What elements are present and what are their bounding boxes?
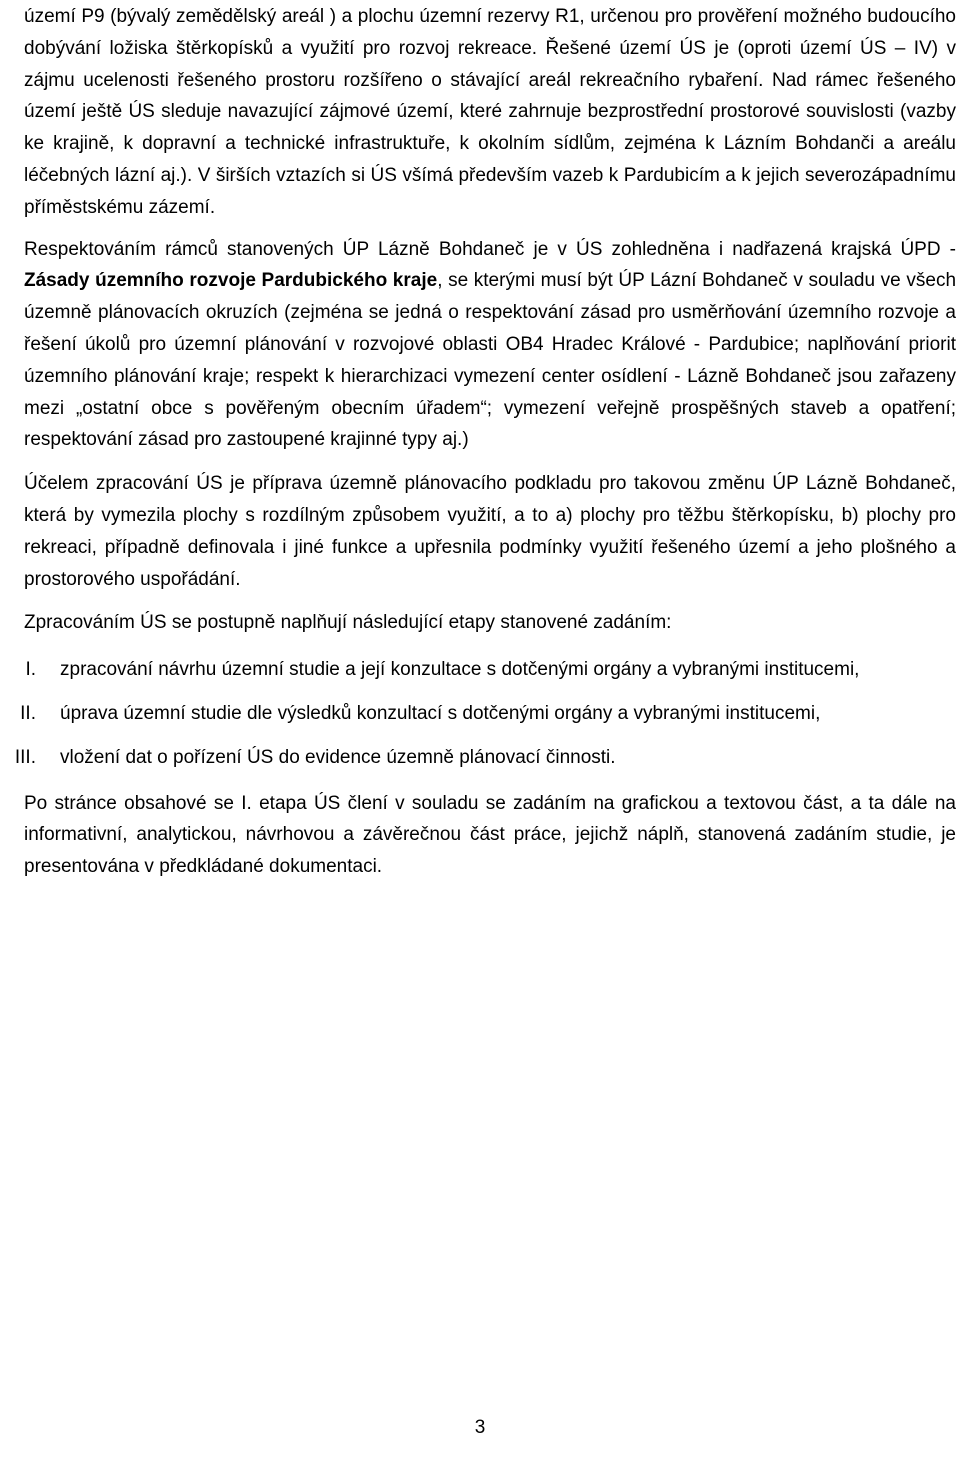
bold-document-title: Zásady územního rozvoje Pardubického kraje	[24, 270, 438, 292]
list-item	[24, 654, 956, 686]
list-item-text: zpracování návrhu územní studie a její konzultace s dotčenými orgány a vybranými institucemi,	[60, 659, 860, 681]
list-item-text: vložení dat o pořízení ÚS do evidence územně plánovací činnosti.	[60, 746, 616, 768]
list-item-number: II.	[20, 702, 36, 724]
list-item-text: úprava územní studie dle výsledků konzultací s dotčenými orgány a vybranými institucemi,	[60, 702, 821, 724]
list-item-number: III.	[14, 746, 36, 768]
list-item	[20, 698, 956, 730]
paragraph-text: Respektováním rámců stanovených ÚP Lázně Bohdaneč je v ÚS zohledněna i nadřazená krajská ÚPD -	[24, 238, 956, 260]
stages-list	[14, 654, 956, 773]
paragraph-stages-intro: Zpracováním ÚS se postupně naplňují následující etapy stanovené zadáním:	[24, 612, 672, 634]
paragraph-regional-planning	[24, 234, 956, 457]
paragraph-text: , se kterými musí být ÚP Lázní Bohdaneč v souladu ve všech územně plánovacích okruzích (zejména se jedná o respektování zásad pro usměrňování územního rozvoje a řešení úkolů pro územní plánování v rozvojové oblasti OB4 Hradec Králové - Pardubice; naplňování priorit územního plánování kraje; respekt k hierarchizaci vymezení center osídlení - Lázně Bohdaneč jsou zařazeny mezi „ostatní obce s pověřeným obecním úřadem“; vymezení veřejně prospěšných staveb a opatření; respektování zásad pro zastoupené krajinné typy aj.)	[24, 270, 957, 451]
list-item	[14, 742, 956, 774]
paragraph-content-structure: Po stránce obsahové se I. etapa ÚS člení v souladu se zadáním na grafickou a textovou část, a ta dále na informativní, analytickou, návrhovou a závěrečnou část práce, jejichž náplň, stanovená zadáním studie, je presentována v předkládané dokumentaci.	[24, 792, 956, 878]
paragraph-purpose: Účelem zpracování ÚS je příprava územně plánovacího podkladu pro takovou změnu ÚP Lázně Bohdaneč, která by vymezila plochy s rozdílným způsobem využití, a to a) plochy pro těžbu štěrkopísku, b) plochy pro rekreaci, případně definovala i jiné funkce a upřesnila podmínky využití řešeného území a jeho plošného a prostorového uspořádání.	[24, 473, 956, 590]
document-page	[14, 0, 957, 883]
list-item-number: I.	[25, 659, 36, 681]
paragraph-study-area: území P9 (bývalý zemědělský areál ) a plochu územní rezervy R1, určenou pro prověření možného budoucího dobývání ložiska štěrkopísků a využití pro rozvoj rekreace. Řešené území ÚS je (oproti území ÚS – IV) v zájmu ucelenosti řešeného prostoru rozšířeno o stávající areál rekreačního rybaření. Nad rámec řešeného území ještě ÚS sleduje navazující zájmové území, které zahrnuje bezprostřední prostorové souvislosti (vazby ke krajině, k dopravní a technické infrastruktuře, k okolním sídlům, zejména k Lázním Bohdanči a areálu léčebných lázní aj.). V širších vztazích si ÚS všímá především vazeb k Pardubicím a k jejich severozápadnímu příměstskému zázemí.	[24, 6, 956, 218]
page-number: 3	[474, 1417, 486, 1438]
